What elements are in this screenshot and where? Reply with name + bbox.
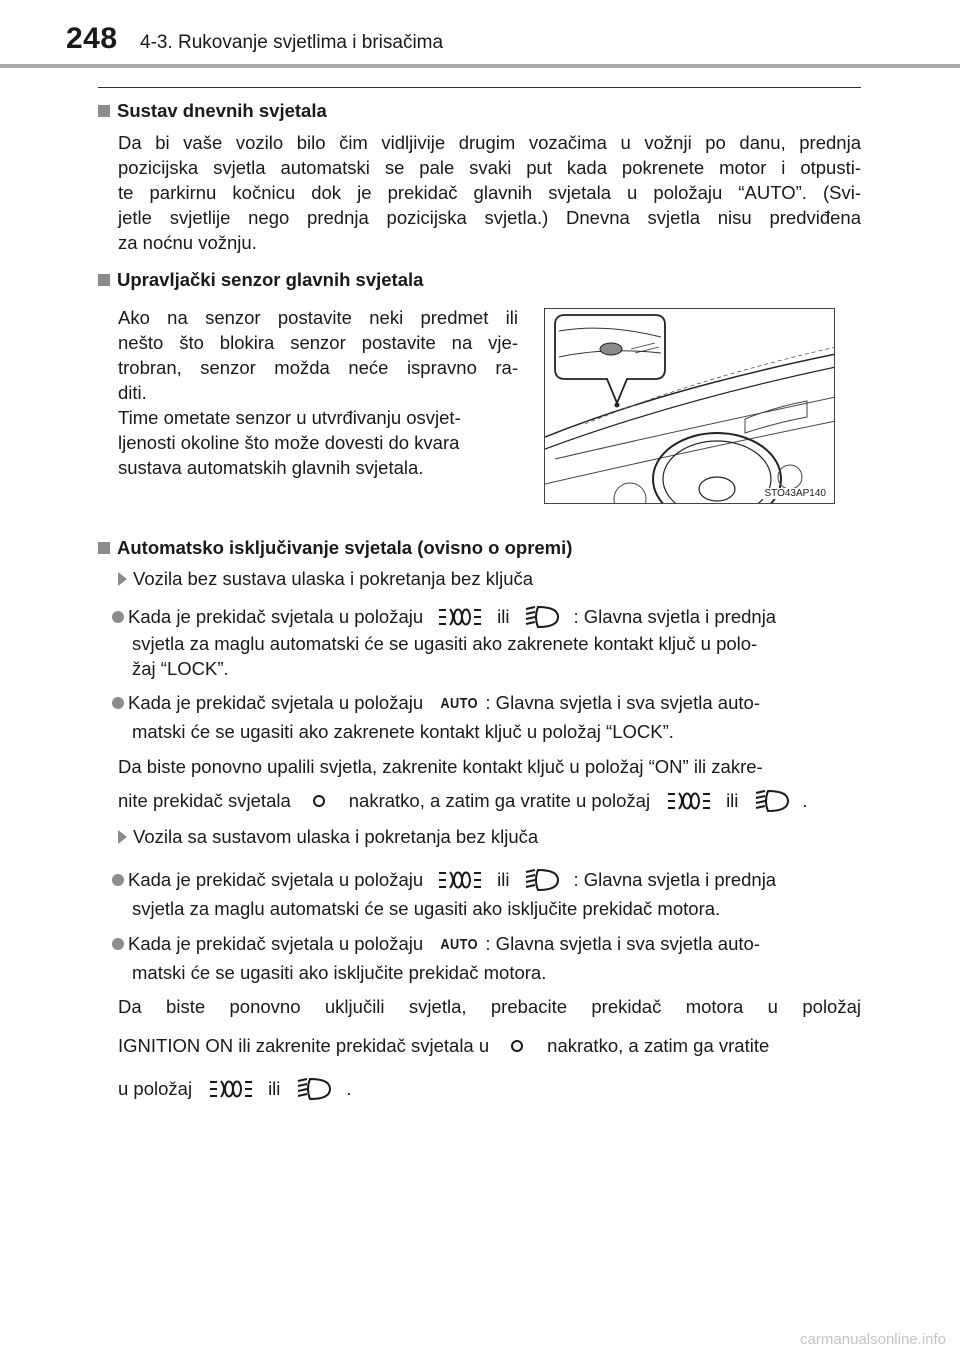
section-heading-daytime	[98, 100, 327, 122]
subheading-without-smart-key	[118, 568, 533, 590]
text-line: nešto što blokira senzor postavite na vje-	[118, 332, 518, 353]
subheading-with-smart-key	[118, 826, 538, 848]
header-rule	[0, 64, 960, 68]
restore-paragraph-line-2	[118, 788, 808, 814]
bullet-4-line-1	[112, 933, 760, 955]
square-bullet-icon	[98, 542, 110, 554]
text-line: trobran, senzor možda neće ispravno ra-	[118, 357, 518, 378]
section-title: Sustav dnevnih svjetala	[117, 100, 327, 121]
text-run: .	[802, 790, 808, 811]
text-run: ili	[268, 1078, 281, 1099]
section-heading-sensor	[98, 269, 423, 291]
text-run: Kada je prekidač svjetala u položaju	[128, 933, 424, 954]
auto-icon: AUTO	[440, 935, 479, 953]
dashboard-drawing	[545, 309, 835, 504]
bullet-1-line-3: žaj “LOCK”.	[132, 658, 229, 679]
square-bullet-icon	[98, 274, 110, 286]
daytime-paragraph	[118, 130, 861, 255]
text-run: IGNITION ON ili zakrenite prekidač svjetala u	[118, 1035, 490, 1056]
text-run: : Glavna svjetla i prednja	[573, 606, 777, 627]
text-run: ili	[497, 606, 510, 627]
running-head: 4-3. Rukovanje svjetlima i brisačima	[140, 32, 444, 53]
section-title: Automatsko isključivanje svjetala (ovisno o opremi)	[117, 537, 573, 558]
off-circle-icon	[309, 791, 329, 811]
round-bullet-icon	[112, 874, 124, 886]
sensor-paragraph	[118, 305, 518, 480]
bullet-4-line-2: matski će se ugasiti ako isključite prekidač motora.	[132, 962, 547, 983]
text-run: Kada je prekidač svjetala u položaju	[128, 692, 424, 713]
text-line: Da bi vaše vozilo bilo čim vidljivije drugim vozačima u vožnji po danu, prednja	[118, 132, 861, 153]
text-run: Kada je prekidač svjetala u položaju	[128, 869, 424, 890]
bullet-2-line-1	[112, 692, 760, 714]
text-line: te parkirnu kočnicu dok je prekidač glavnih svjetala u položaju “AUTO”. (Svi-	[118, 182, 861, 203]
bullet-3-line-1	[112, 867, 776, 893]
round-bullet-icon	[112, 611, 124, 623]
subheading-text: Vozila bez sustava ulaska i pokretanja bez ključa	[133, 568, 534, 589]
figure-code: STO43AP140	[764, 488, 826, 499]
text-run: ili	[726, 790, 739, 811]
text-line: sustava automatskih glavnih svjetala.	[118, 457, 424, 478]
headlight-icon	[524, 867, 560, 893]
text-line: Time ometate senzor u utvrđivanju osvjet-	[118, 407, 461, 428]
parking-lights-icon	[208, 1076, 254, 1102]
restore2-paragraph-line-2	[118, 1035, 769, 1057]
text-line: ljenosti okoline što može dovesti do kvara	[118, 432, 460, 453]
text-line: Ako na senzor postavite neki predmet ili	[118, 307, 518, 328]
headlight-icon	[754, 788, 790, 814]
page-header	[0, 0, 960, 74]
sensor-illustration	[544, 308, 835, 504]
subheading-text: Vozila sa sustavom ulaska i pokretanja bez ključa	[133, 826, 539, 847]
content-rule	[98, 87, 861, 88]
auto-icon: AUTO	[440, 694, 479, 712]
bullet-2-line-2: matski će se ugasiti ako zakrenete kontakt ključ u položaj “LOCK”.	[132, 721, 674, 742]
section-heading-auto-off	[98, 537, 572, 559]
parking-lights-icon	[437, 867, 483, 893]
restore2-paragraph-line-1: Da biste ponovno uključili svjetla, prebacite prekidač motora u položaj	[118, 996, 861, 1017]
restore2-paragraph-line-3	[118, 1076, 352, 1102]
text-line: pozicijska svjetla automatski se pale svaki put kada pokrenete motor i otpusti-	[118, 157, 861, 178]
parking-lights-icon	[437, 604, 483, 630]
text-run: nakratko, a zatim ga vratite u položaj	[348, 790, 651, 811]
text-run: ili	[497, 869, 510, 890]
text-run: : Glavna svjetla i prednja	[573, 869, 777, 890]
section-title: Upravljački senzor glavnih svjetala	[117, 269, 424, 290]
watermark: carmanualsonline.info	[800, 1331, 946, 1348]
round-bullet-icon	[112, 938, 124, 950]
page-number: 248	[66, 22, 118, 55]
text-run: Kada je prekidač svjetala u položaju	[128, 606, 424, 627]
triangle-bullet-icon	[118, 830, 127, 844]
text-run: : Glavna svjetla i sva svjetla auto-	[485, 692, 760, 713]
triangle-bullet-icon	[118, 572, 127, 586]
text-run: : Glavna svjetla i sva svjetla auto-	[485, 933, 760, 954]
bullet-3-line-2: svjetla za maglu automatski će se ugasiti ako isključite prekidač motora.	[132, 898, 721, 919]
text-line: jetle svjetlije nego prednja pozicijska svjetla.) Dnevna svjetla nisu predviđena	[118, 207, 861, 228]
bullet-1-line-2: svjetla za maglu automatski će se ugasiti ako zakrenete kontakt ključ u polo-	[132, 633, 758, 654]
bullet-1-line-1	[112, 604, 776, 630]
text-line: za noćnu vožnju.	[118, 232, 257, 253]
round-bullet-icon	[112, 697, 124, 709]
off-circle-icon	[507, 1036, 527, 1056]
parking-lights-icon	[666, 788, 712, 814]
text-run: nakratko, a zatim ga vratite	[547, 1035, 770, 1056]
square-bullet-icon	[98, 105, 110, 117]
headlight-icon	[524, 604, 560, 630]
restore-paragraph-line-1: Da biste ponovno upalili svjetla, zakrenite kontakt ključ u položaj “ON” ili zakre-	[118, 756, 763, 777]
text-run: .	[346, 1078, 352, 1099]
text-run: nite prekidač svjetala	[118, 790, 291, 811]
headlight-icon	[296, 1076, 332, 1102]
text-line: diti.	[118, 382, 147, 403]
text-run: u položaj	[118, 1078, 193, 1099]
